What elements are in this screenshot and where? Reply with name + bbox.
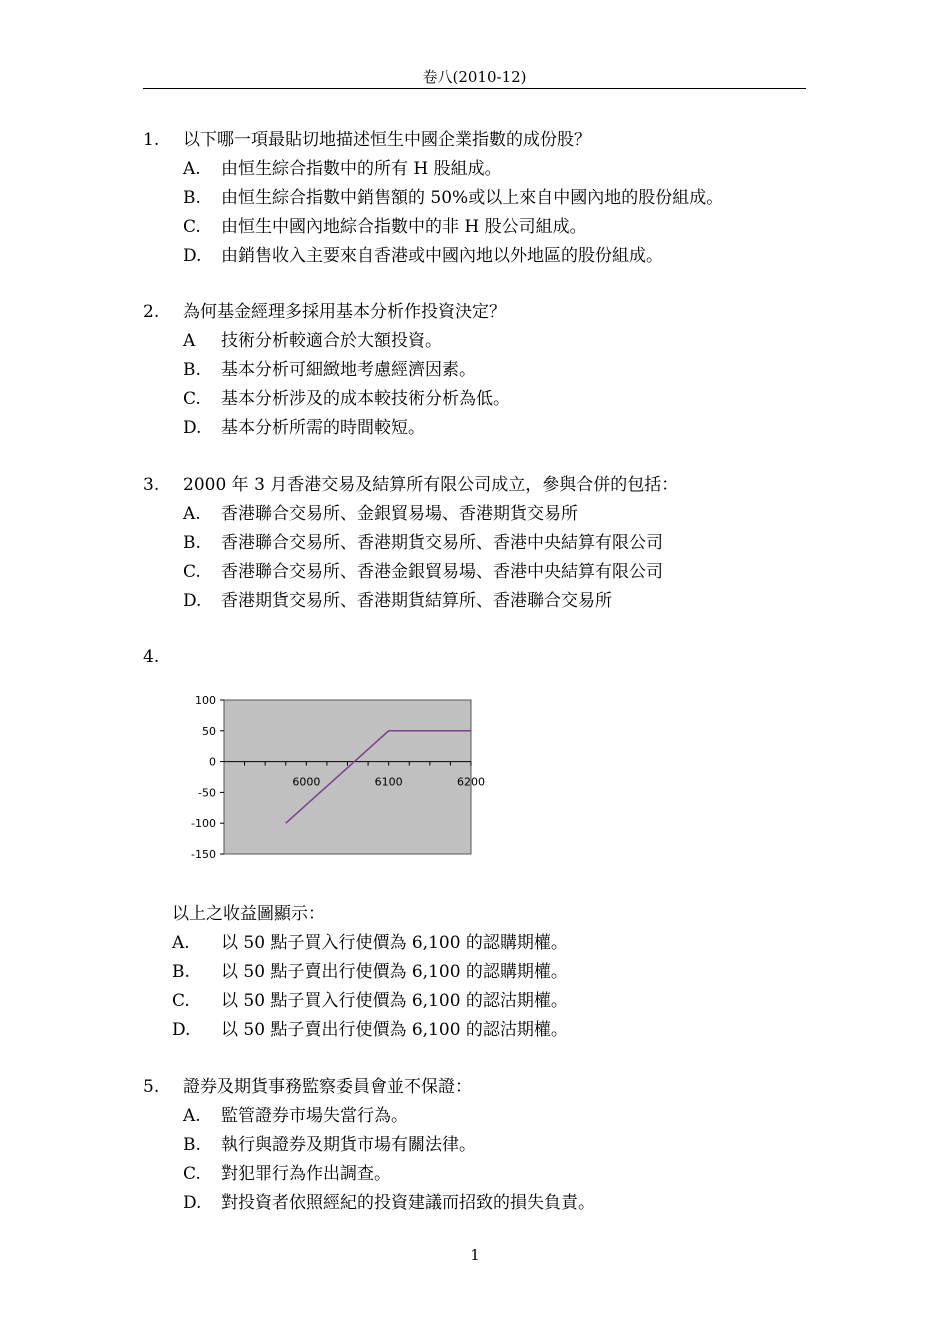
option-letter: C. (183, 389, 201, 409)
question-stem: 證券及期貨事務監察委員會並不保證： (183, 1077, 472, 1097)
question-5 (143, 1073, 823, 1218)
option-letter: B. (183, 188, 201, 208)
question-number: 1. (143, 130, 160, 150)
question-4-options (172, 900, 568, 1045)
option-d (172, 1016, 568, 1045)
option-letter: C. (172, 991, 190, 1011)
y-tick-label: 100 (195, 694, 216, 707)
option-c (172, 987, 568, 1016)
option-letter: D. (172, 1020, 191, 1040)
option-text: 對投資者依照經紀的投資建議而招致的損失負責。 (221, 1193, 595, 1213)
y-tick-label: 0 (209, 755, 216, 769)
page-number: 1 (470, 1246, 480, 1264)
option-text: 以 50 點子買入行使價為 6,100 的認購期權。 (221, 933, 568, 953)
option-d (143, 242, 823, 271)
option-d (143, 414, 823, 443)
question-number: 2. (143, 302, 160, 322)
option-letter: D. (183, 246, 202, 266)
option-c (143, 558, 823, 587)
option-text: 香港期貨交易所、香港期貨結算所、香港聯合交易所 (221, 591, 612, 611)
question-2 (143, 298, 823, 443)
option-text: 由恒生中國內地綜合指數中的非 H 股公司組成。 (221, 217, 587, 237)
option-b (143, 1131, 823, 1160)
option-a (143, 327, 823, 356)
option-text: 香港聯合交易所、香港金銀貿易場、香港中央結算有限公司 (221, 562, 663, 582)
y-tick-label: -150 (191, 848, 216, 861)
option-text: 基本分析涉及的成本較技術分析為低。 (221, 389, 510, 409)
option-c (143, 1160, 823, 1189)
option-text: 監管證券市場失當行為。 (221, 1106, 408, 1126)
x-tick-label: 6200 (457, 775, 485, 789)
x-tick-label: 6000 (292, 775, 321, 789)
option-letter: B. (183, 360, 201, 380)
option-text: 由銷售收入主要來自香港或中國內地以外地區的股份組成。 (221, 246, 663, 266)
option-letter: B. (172, 962, 190, 982)
question-number: 5. (143, 1077, 160, 1097)
option-letter: D. (183, 1193, 202, 1213)
y-tick-label: 50 (202, 724, 216, 738)
question-number: 4. (143, 647, 160, 667)
y-tick-label: -50 (198, 786, 216, 800)
question-stem: 為何基金經理多採用基本分析作投資決定？ (183, 302, 506, 322)
option-letter: D. (183, 418, 202, 438)
option-text: 基本分析所需的時間較短。 (221, 418, 425, 438)
option-letter: A. (183, 1106, 201, 1126)
option-letter: D. (183, 591, 202, 611)
option-a (143, 1102, 823, 1131)
option-letter: B. (183, 1135, 201, 1155)
option-letter: B. (183, 533, 201, 553)
option-text: 技術分析較適合於大額投資。 (221, 331, 442, 351)
option-text: 基本分析可細緻地考慮經濟因素。 (221, 360, 476, 380)
option-text: 由恒生綜合指數中銷售額的 50%或以上來自中國內地的股份組成。 (221, 188, 724, 208)
question-stem: 以下哪一項最貼切地描述恒生中國企業指數的成份股？ (183, 130, 591, 150)
question-number: 3. (143, 475, 160, 495)
option-text: 由恒生綜合指數中的所有 H 股組成。 (221, 159, 502, 179)
question-4 (143, 643, 823, 672)
option-c (143, 385, 823, 414)
payoff-chart (180, 690, 485, 870)
option-text: 以 50 點子賣出行使價為 6,100 的認購期權。 (221, 962, 568, 982)
question-stem: 以上之收益圖顯示： (172, 904, 325, 924)
option-a (143, 155, 823, 184)
option-text: 對犯罪行為作出調查。 (221, 1164, 391, 1184)
option-text: 以 50 點子買入行使價為 6,100 的認沽期權。 (221, 991, 568, 1011)
option-a (172, 929, 568, 958)
question-3 (143, 471, 823, 616)
option-text: 以 50 點子賣出行使價為 6,100 的認沽期權。 (221, 1020, 568, 1040)
option-d (143, 1189, 823, 1218)
option-b (143, 356, 823, 385)
option-text: 執行與證券及期貨市場有關法律。 (221, 1135, 476, 1155)
option-letter: A. (183, 159, 201, 179)
x-tick-label: 6100 (374, 775, 403, 789)
plot-area (224, 700, 471, 854)
option-letter: C. (183, 217, 201, 237)
option-letter: A. (183, 504, 201, 524)
y-tick-label: -100 (191, 817, 216, 831)
option-letter: A. (172, 933, 190, 953)
question-stem: 2000 年 3 月香港交易及結算所有限公司成立，參與合併的包括： (183, 475, 679, 495)
option-text: 香港聯合交易所、金銀貿易場、香港期貨交易所 (221, 504, 578, 524)
option-c (143, 213, 823, 242)
option-b (172, 958, 568, 987)
question-1 (143, 126, 823, 271)
option-a (143, 500, 823, 529)
page-header: 卷八(2010-12) (143, 66, 806, 89)
option-letter: C. (183, 562, 201, 582)
option-letter: A (183, 331, 196, 351)
option-letter: C. (183, 1164, 201, 1184)
option-d (143, 587, 823, 616)
option-text: 香港聯合交易所、香港期貨交易所、香港中央結算有限公司 (221, 533, 663, 553)
option-b (143, 184, 823, 213)
option-b (143, 529, 823, 558)
